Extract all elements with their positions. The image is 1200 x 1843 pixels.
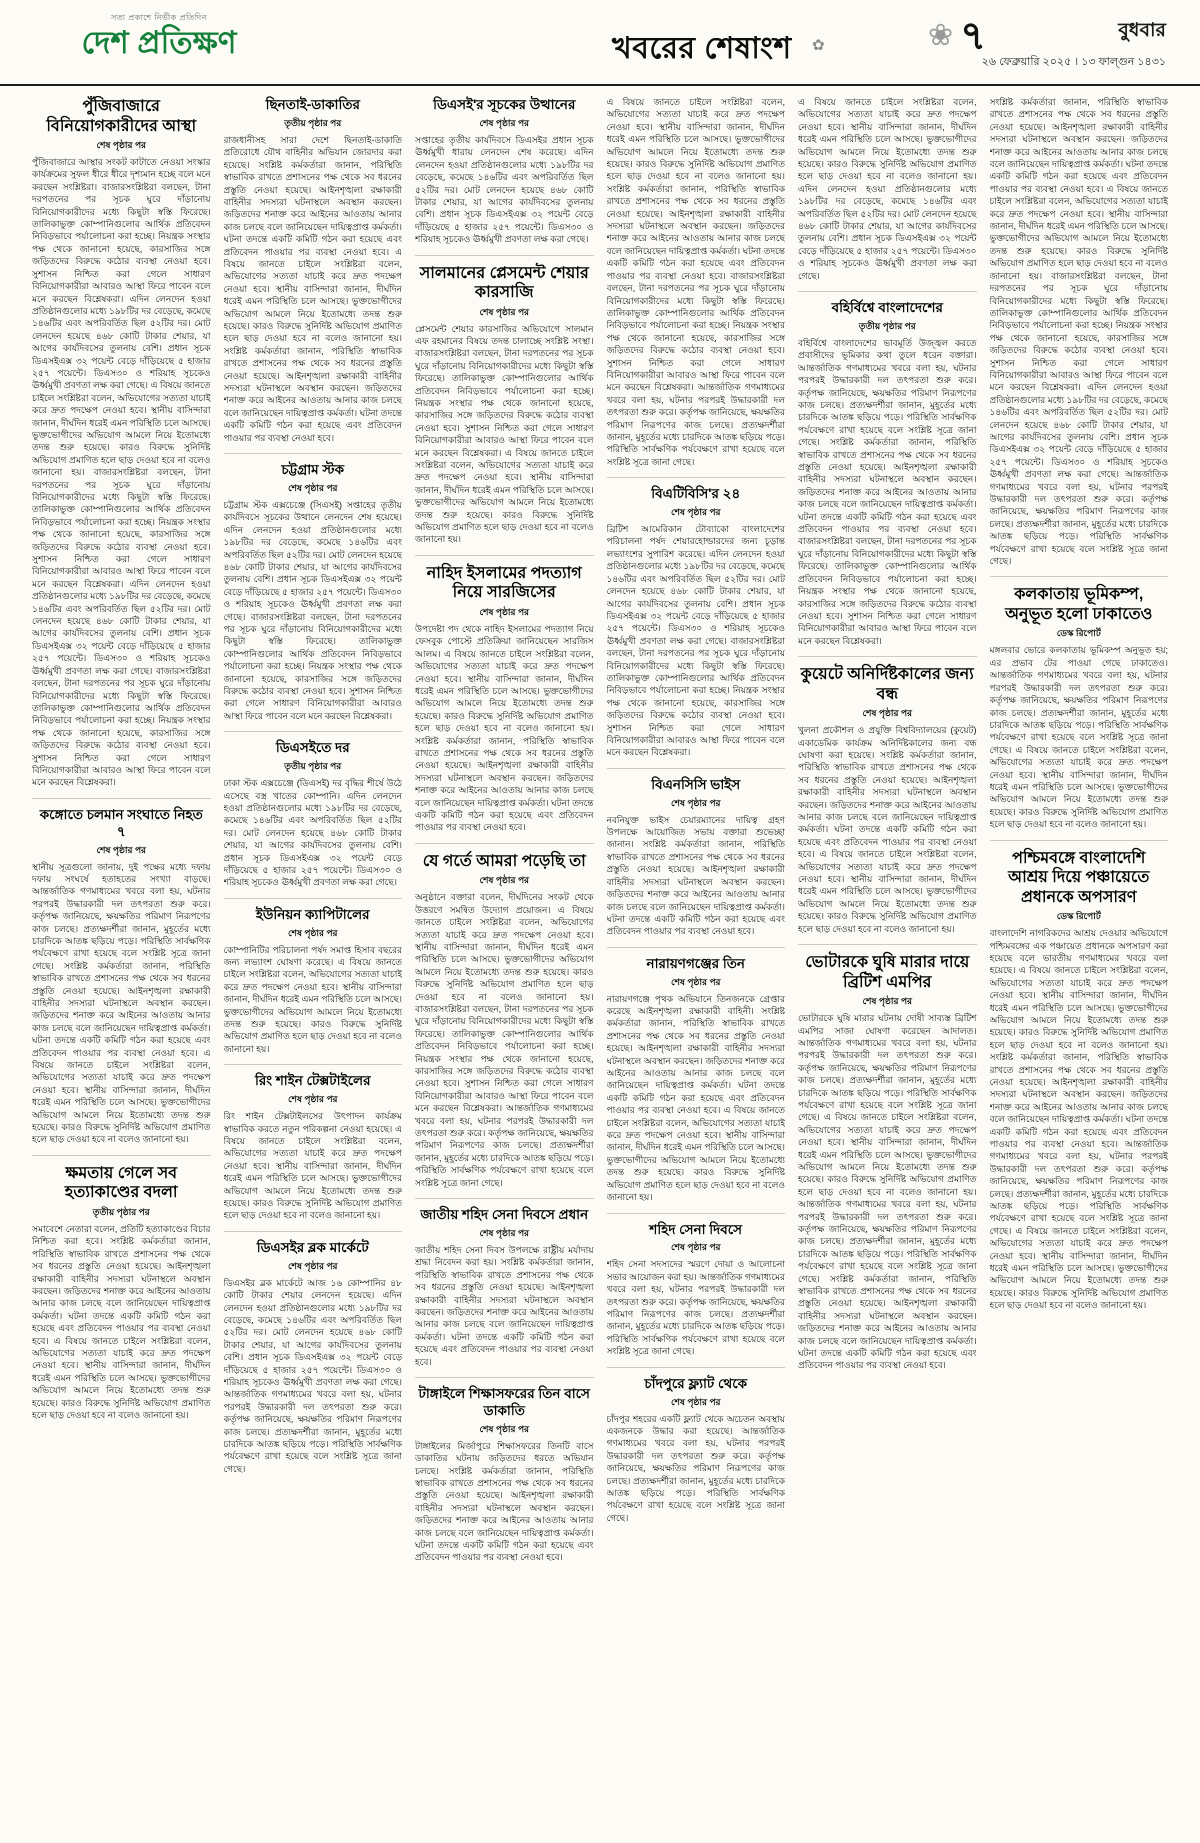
article-body: চট্টগ্রাম স্টক এক্সচেঞ্জে (সিএসই) সপ্তাহের তৃতীয় কার্যদিবসে সূচকের উত্থানে লেনদেন শেষ হয়েছে। এদিন লেনদেন হওয়া প্রতিষ্ঠানগুলোর মধ্যে ১৯৮টির দর বেড়েছে, কমেছে ১৪৬টির এবং অপরিবর্তিত ছিল ৫২টির দর। মোট লেনদেন হয়েছে ৪৬৮ কোটি টাকার শেয়ার, যা আগের কার্যদিবসের তুলনায় বেশি। প্রধান সূচক ডিএসইএক্স ৩২ পয়েন্ট বেড়ে দাঁড়িয়েছে ৫ হাজার ২৫৭ পয়েন্টে। ডিএস৩০ ও শরিয়াহ সূচকেও ঊর্ধ্বমুখী প্রবণতা লক্ষ করা গেছে। বাজারসংশ্লিষ্টরা বলছেন, টানা দরপতনের পর সূচক ঘুরে দাঁড়ানোয় বিনিয়োগকারীদের মধ্যে কিছুটা স্বস্তি ফিরেছে। তালিকাভুক্ত কোম্পানিগুলোর আর্থিক প্রতিবেদন নিবিড়ভাবে পর্যালোচনা করা হচ্ছে। নিয়ন্ত্রক সংস্থার পক্ষ থেকে জানানো হয়েছে, কারসাজির সঙ্গে জড়িতদের বিরুদ্ধে কঠোর ব্যবস্থা নেওয়া হবে। সুশাসন নিশ্চিত করা গেলে সাধারণ বিনিয়োগকারীরা আবারও আস্থা ফিরে পাবেন বলে মনে করছেন বিশ্লেষকরা। — [223, 499, 402, 721]
masthead-tagline: সত্য প্রকাশে নির্ভীক প্রতিদিন — [110, 13, 208, 22]
section-title: খবরের শেষাংশ — [612, 32, 792, 65]
article-kicker: শেষ পৃষ্ঠার পর — [287, 482, 338, 493]
article-kicker: শেষ পৃষ্ঠার পর — [479, 1423, 530, 1434]
article — [224, 1064, 403, 1222]
article-body: পুঁজিবাজারে আস্থার সংকট কাটাতে নেওয়া সংস্কার কার্যক্রমের সুফল ধীরে ধীরে দৃশ্যমান হচ্ছে বলে মনে করছেন সংশ্লিষ্টরা। বাজারসংশ্লিষ্টরা বলছেন, টানা দরপতনের পর সূচক ঘুরে দাঁড়ানোয় বিনিয়োগকারীদের মধ্যে কিছুটা স্বস্তি ফিরেছে। তালিকাভুক্ত কোম্পানিগুলোর আর্থিক প্রতিবেদন নিবিড়ভাবে পর্যালোচনা করা হচ্ছে। নিয়ন্ত্রক সংস্থার পক্ষ থেকে জানানো হয়েছে, কারসাজির সঙ্গে জড়িতদের বিরুদ্ধে কঠোর ব্যবস্থা নেওয়া হবে। সুশাসন নিশ্চিত করা গেলে সাধারণ বিনিয়োগকারীরা আবারও আস্থা ফিরে পাবেন বলে মনে করছেন বিশ্লেষকরা। এদিন লেনদেন হওয়া প্রতিষ্ঠানগুলোর মধ্যে ১৯৮টির দর বেড়েছে, কমেছে ১৪৬টির এবং অপরিবর্তিত ছিল ৫২টির দর। মোট লেনদেন হয়েছে ৪৬৮ কোটি টাকার শেয়ার, যা আগের কার্যদিবসের তুলনায় বেশি। প্রধান সূচক ডিএসইএক্স ৩২ পয়েন্ট বেড়ে দাঁড়িয়েছে ৫ হাজার ২৫৭ পয়েন্টে। ডিএস৩০ ও শরিয়াহ সূচকেও ঊর্ধ্বমুখী প্রবণতা লক্ষ করা গেছে। এ বিষয়ে জানতে চাইলে সংশ্লিষ্টরা বলেন, অভিযোগের সত্যতা যাচাই করে দ্রুত পদক্ষেপ নেওয়া হবে। স্থানীয় বাসিন্দারা জানান, দীর্ঘদিন ধরেই এমন পরিস্থিতি চলে আসছে। ভুক্তভোগীদের অভিযোগ আমলে নিয়ে ইতোমধ্যে তদন্ত শুরু হয়েছে। কারও বিরুদ্ধে সুনির্দিষ্ট অভিযোগ প্রমাণিত হলে ছাড় দেওয়া হবে না বলেও জানানো হয়। বাজারসংশ্লিষ্টরা বলছেন, টানা দরপতনের পর সূচক ঘুরে দাঁড়ানোয় বিনিয়োগকারীদের মধ্যে কিছুটা স্বস্তি ফিরেছে। তালিকাভুক্ত কোম্পানিগুলোর আর্থিক প্রতিবেদন নিবিড়ভাবে পর্যালোচনা করা হচ্ছে। নিয়ন্ত্রক সংস্থার পক্ষ থেকে জানানো হয়েছে, কারসাজির সঙ্গে জড়িতদের বিরুদ্ধে কঠোর ব্যবস্থা নেওয়া হবে। সুশাসন নিশ্চিত করা গেলে সাধারণ বিনিয়োগকারীরা আবারও আস্থা ফিরে পাবেন বলে মনে করছেন বিশ্লেষকরা। এদিন লেনদেন হওয়া প্রতিষ্ঠানগুলোর মধ্যে ১৯৮টির দর বেড়েছে, কমেছে ১৪৬টির এবং অপরিবর্তিত ছিল ৫২টির দর। মোট লেনদেন হয়েছে ৪৬৮ কোটি টাকার শেয়ার, যা আগের কার্যদিবসের তুলনায় বেশি। প্রধান সূচক ডিএসইএক্স ৩২ পয়েন্ট বেড়ে দাঁড়িয়েছে ৫ হাজার ২৫৭ পয়েন্টে। ডিএস৩০ ও শরিয়াহ সূচকেও ঊর্ধ্বমুখী প্রবণতা লক্ষ করা গেছে। বাজারসংশ্লিষ্টরা বলছেন, টানা দরপতনের পর সূচক ঘুরে দাঁড়ানোয় বিনিয়োগকারীদের মধ্যে কিছুটা স্বস্তি ফিরেছে। তালিকাভুক্ত কোম্পানিগুলোর আর্থিক প্রতিবেদন নিবিড়ভাবে পর্যালোচনা করা হচ্ছে। নিয়ন্ত্রক সংস্থার পক্ষ থেকে জানানো হয়েছে, কারসাজির সঙ্গে জড়িতদের বিরুদ্ধে কঠোর ব্যবস্থা নেওয়া হবে। সুশাসন নিশ্চিত করা গেলে সাধারণ বিনিয়োগকারীরা আবারও আস্থা ফিরে পাবেন বলে মনে করছেন বিশ্লেষকরা। — [32, 157, 211, 788]
article-kicker: শেষ পৃষ্ঠার পর — [287, 1260, 338, 1271]
article-body: ডিএসইর ব্লক মার্কেটে আজ ১৬ কোম্পানির ৪৮ কোটি টাকার শেয়ার লেনদেন হয়েছে। এদিন লেনদেন হওয়া প্রতিষ্ঠানগুলোর মধ্যে ১৯৮টির দর বেড়েছে, কমেছে ১৪৬টির এবং অপরিবর্তিত ছিল ৫২টির দর। মোট লেনদেন হয়েছে ৪৬৮ কোটি টাকার শেয়ার, যা আগের কার্যদিবসের তুলনায় বেশি। প্রধান সূচক ডিএসইএক্স ৩২ পয়েন্ট বেড়ে দাঁড়িয়েছে ৫ হাজার ২৫৭ পয়েন্টে। ডিএস৩০ ও শরিয়াহ সূচকেও ঊর্ধ্বমুখী প্রবণতা লক্ষ করা গেছে। আন্তর্জাতিক গণমাধ্যমের খবরে বলা হয়, ঘটনার পরপরই উদ্ধারকারী দল তৎপরতা শুরু করে। কর্তৃপক্ষ জানিয়েছে, ক্ষয়ক্ষতির পরিমাণ নিরূপণের কাজ চলছে। প্রত্যক্ষদর্শীরা জানান, মুহূর্তের মধ্যে চারদিকে আতঙ্ক ছড়িয়ে পড়ে। পরিস্থিতি সার্বক্ষণিক পর্যবেক্ষণে রাখা হয়েছে বলে সংশ্লিষ্ট সূত্রে জানা গেছে। — [223, 1277, 402, 1474]
article-body: প্লেসমেন্ট শেয়ার কারসাজির অভিযোগে সালমান এফ রহমানের বিষয়ে তদন্ত চালাচ্ছে সংশ্লিষ্ট সংস্থা। বাজারসংশ্লিষ্টরা বলছেন, টানা দরপতনের পর সূচক ঘুরে দাঁড়ানোয় বিনিয়োগকারীদের মধ্যে কিছুটা স্বস্তি ফিরেছে। তালিকাভুক্ত কোম্পানিগুলোর আর্থিক প্রতিবেদন নিবিড়ভাবে পর্যালোচনা করা হচ্ছে। নিয়ন্ত্রক সংস্থার পক্ষ থেকে জানানো হয়েছে, কারসাজির সঙ্গে জড়িতদের বিরুদ্ধে কঠোর ব্যবস্থা নেওয়া হবে। সুশাসন নিশ্চিত করা গেলে সাধারণ বিনিয়োগকারীরা আবারও আস্থা ফিরে পাবেন বলে মনে করছেন বিশ্লেষকরা। এ বিষয়ে জানতে চাইলে সংশ্লিষ্টরা বলেন, অভিযোগের সত্যতা যাচাই করে দ্রুত পদক্ষেপ নেওয়া হবে। স্থানীয় বাসিন্দারা জানান, দীর্ঘদিন ধরেই এমন পরিস্থিতি চলে আসছে। ভুক্তভোগীদের অভিযোগ আমলে নিয়ে ইতোমধ্যে তদন্ত শুরু হয়েছে। কারও বিরুদ্ধে সুনির্দিষ্ট অভিযোগ প্রমাণিত হলে ছাড় দেওয়া হবে না বলেও জানানো হয়। — [415, 323, 594, 545]
article — [798, 656, 977, 935]
page-number-block — [928, 16, 986, 56]
article-headline: যে গর্তে আমরা পড়েছি তা — [422, 852, 586, 870]
article — [224, 453, 403, 722]
article — [607, 477, 786, 759]
article-headline: ডিএসই'র সূচকের উত্থানের — [433, 97, 576, 112]
article-kicker: শেষ পৃষ্ঠার পর — [287, 1094, 338, 1105]
article-headline: চাঁদপুরে ফ্ল্যাট থেকে — [644, 1375, 748, 1391]
article-kicker: শেষ পৃষ্ঠার পর — [479, 117, 530, 128]
article-body: টাঙ্গাইলের মির্জাপুরে শিক্ষাসফরের তিনটি বাসে ডাকাতির ঘটনায় জড়িতদের ধরতে অভিযান চলছে। সংশ্লিষ্ট কর্মকর্তারা জানান, পরিস্থিতি স্বাভাবিক রাখতে প্রশাসনের পক্ষ থেকে সব ধরনের প্রস্তুতি নেওয়া হয়েছে। আইনশৃঙ্খলা রক্ষাকারী বাহিনীর সদস্যরা ঘটনাস্থলে অবস্থান করছেন। জড়িতদের শনাক্ত করে আইনের আওতায় আনার কাজ চলছে বলে জানিয়েছেন দায়িত্বপ্রাপ্ত কর্মকর্তা। ঘটনা তদন্তে একটি কমিটি গঠন করা হয়েছে এবং প্রতিবেদন পাওয়ার পর ব্যবস্থা নেওয়া হবে। — [415, 1440, 594, 1563]
article — [224, 1231, 403, 1475]
article — [32, 1155, 211, 1422]
article-kicker: শেষ পৃষ্ঠার পর — [670, 976, 721, 987]
article — [224, 731, 403, 889]
weekday: বুধবার — [1118, 20, 1166, 41]
article-body: সমাবেশে নেতারা বলেন, প্রতিটি হত্যাকাণ্ডের বিচার নিশ্চিত করা হবে। সংশ্লিষ্ট কর্মকর্তারা জানান, পরিস্থিতি স্বাভাবিক রাখতে প্রশাসনের পক্ষ থেকে সব ধরনের প্রস্তুতি নেওয়া হয়েছে। আইনশৃঙ্খলা রক্ষাকারী বাহিনীর সদস্যরা ঘটনাস্থলে অবস্থান করছেন। জড়িতদের শনাক্ত করে আইনের আওতায় আনার কাজ চলছে বলে জানিয়েছেন দায়িত্বপ্রাপ্ত কর্মকর্তা। ঘটনা তদন্তে একটি কমিটি গঠন করা হয়েছে এবং প্রতিবেদন পাওয়ার পর ব্যবস্থা নেওয়া হবে। এ বিষয়ে জানতে চাইলে সংশ্লিষ্টরা বলেন, অভিযোগের সত্যতা যাচাই করে দ্রুত পদক্ষেপ নেওয়া হবে। স্থানীয় বাসিন্দারা জানান, দীর্ঘদিন ধরেই এমন পরিস্থিতি চলে আসছে। ভুক্তভোগীদের অভিযোগ আমলে নিয়ে ইতোমধ্যে তদন্ত শুরু হয়েছে। কারও বিরুদ্ধে সুনির্দিষ্ট অভিযোগ প্রমাণিত হলে ছাড় দেওয়া হবে না বলেও জানানো হয়। — [32, 1223, 211, 1420]
article-kicker: শেষ পৃষ্ঠার পর — [287, 927, 338, 938]
article-body: কোম্পানিটির পরিচালনা পর্ষদ সমাপ্ত হিসাব বছরের জন্য লভ্যাংশ ঘোষণা করেছে। এ বিষয়ে জানতে চাইলে সংশ্লিষ্টরা বলেন, অভিযোগের সত্যতা যাচাই করে দ্রুত পদক্ষেপ নেওয়া হবে। স্থানীয় বাসিন্দারা জানান, দীর্ঘদিন ধরেই এমন পরিস্থিতি চলে আসছে। ভুক্তভোগীদের অভিযোগ আমলে নিয়ে ইতোমধ্যে তদন্ত শুরু হয়েছে। কারও বিরুদ্ধে সুনির্দিষ্ট অভিযোগ প্রমাণিত হলে ছাড় দেওয়া হবে না বলেও জানানো হয়। — [223, 944, 402, 1054]
article-headline: ভোটারকে ঘুষি মারার দায়ে ব্রিটিশ এমপির — [805, 954, 970, 991]
column-2 — [224, 96, 403, 1843]
article-headline: সালমানের প্লেসমেন্ট শেয়ার কারসাজি — [419, 264, 589, 302]
article-headline: ডিএসইতে দর — [275, 740, 350, 756]
article-body: বহির্বিশ্বে বাংলাদেশের ভাবমূর্তি উজ্জ্বল করতে প্রবাসীদের ভূমিকার কথা তুলে ধরেন বক্তারা। আন্তর্জাতিক গণমাধ্যমের খবরে বলা হয়, ঘটনার পরপরই উদ্ধারকারী দল তৎপরতা শুরু করে। কর্তৃপক্ষ জানিয়েছে, ক্ষয়ক্ষতির পরিমাণ নিরূপণের কাজ চলছে। প্রত্যক্ষদর্শীরা জানান, মুহূর্তের মধ্যে চারদিকে আতঙ্ক ছড়িয়ে পড়ে। পরিস্থিতি সার্বক্ষণিক পর্যবেক্ষণে রাখা হয়েছে বলে সংশ্লিষ্ট সূত্রে জানা গেছে। সংশ্লিষ্ট কর্মকর্তারা জানান, পরিস্থিতি স্বাভাবিক রাখতে প্রশাসনের পক্ষ থেকে সব ধরনের প্রস্তুতি নেওয়া হয়েছে। আইনশৃঙ্খলা রক্ষাকারী বাহিনীর সদস্যরা ঘটনাস্থলে অবস্থান করছেন। জড়িতদের শনাক্ত করে আইনের আওতায় আনার কাজ চলছে বলে জানিয়েছেন দায়িত্বপ্রাপ্ত কর্মকর্তা। ঘটনা তদন্তে একটি কমিটি গঠন করা হয়েছে এবং প্রতিবেদন পাওয়ার পর ব্যবস্থা নেওয়া হবে। বাজারসংশ্লিষ্টরা বলছেন, টানা দরপতনের পর সূচক ঘুরে দাঁড়ানোয় বিনিয়োগকারীদের মধ্যে কিছুটা স্বস্তি ফিরেছে। তালিকাভুক্ত কোম্পানিগুলোর আর্থিক প্রতিবেদন নিবিড়ভাবে পর্যালোচনা করা হচ্ছে। নিয়ন্ত্রক সংস্থার পক্ষ থেকে জানানো হয়েছে, কারসাজির সঙ্গে জড়িতদের বিরুদ্ধে কঠোর ব্যবস্থা নেওয়া হবে। সুশাসন নিশ্চিত করা গেলে সাধারণ বিনিয়োগকারীরা আবারও আস্থা ফিরে পাবেন বলে মনে করছেন বিশ্লেষকরা। — [798, 337, 977, 646]
article-kicker: তৃতীয় পৃষ্ঠার পর — [92, 1206, 150, 1217]
column-3 — [415, 96, 594, 1843]
article — [224, 898, 403, 1056]
page-header — [0, 0, 1200, 86]
column-5 — [798, 96, 977, 1843]
article-body: এ বিষয়ে জানতে চাইলে সংশ্লিষ্টরা বলেন, অভিযোগের সত্যতা যাচাই করে দ্রুত পদক্ষেপ নেওয়া হবে। স্থানীয় বাসিন্দারা জানান, দীর্ঘদিন ধরেই এমন পরিস্থিতি চলে আসছে। ভুক্তভোগীদের অভিযোগ আমলে নিয়ে ইতোমধ্যে তদন্ত শুরু হয়েছে। কারও বিরুদ্ধে সুনির্দিষ্ট অভিযোগ প্রমাণিত হলে ছাড় দেওয়া হবে না বলেও জানানো হয়। এদিন লেনদেন হওয়া প্রতিষ্ঠানগুলোর মধ্যে ১৯৮টির দর বেড়েছে, কমেছে ১৪৬টির এবং অপরিবর্তিত ছিল ৫২টির দর। মোট লেনদেন হয়েছে ৪৬৮ কোটি টাকার শেয়ার, যা আগের কার্যদিবসের তুলনায় বেশি। প্রধান সূচক ডিএসইএক্স ৩২ পয়েন্ট বেড়ে দাঁড়িয়েছে ৫ হাজার ২৫৭ পয়েন্টে। ডিএস৩০ ও শরিয়াহ সূচকেও ঊর্ধ্বমুখী প্রবণতা লক্ষ করা গেছে। — [798, 97, 977, 281]
article — [415, 555, 594, 834]
article — [607, 1367, 786, 1525]
article-continuation — [607, 96, 786, 468]
article-kicker: শেষ পৃষ্ঠার পর — [479, 875, 530, 886]
columns — [0, 86, 1200, 1843]
article-headline: বিএটিবিসি'র ২৪ — [651, 486, 741, 502]
article-headline: কঙ্গোতে চলমান সংঘাতে নিহত ৭ — [39, 806, 203, 839]
article-headline: পশ্চিমবঙ্গে বাংলাদেশি আশ্রয় দিয়ে পঞ্চায়েতে প্রধানকে অপসারণ — [1008, 849, 1150, 906]
masthead — [34, 12, 284, 60]
article-kicker: শেষ পৃষ্ঠার পর — [479, 1227, 530, 1238]
column-4 — [607, 96, 786, 1843]
date-line: ২৬ ফেব্রুয়ারি ২০২৫ । ১৩ ফাল্গুন ১৪৩১ — [981, 56, 1166, 68]
page-number: ৭ — [960, 14, 987, 58]
article — [32, 97, 211, 789]
article-kicker: শেষ পৃষ্ঠার পর — [670, 507, 721, 518]
article-body: বাংলাদেশি নাগরিকদের আশ্রয় দেওয়ার অভিযোগে পশ্চিমবঙ্গের এক পঞ্চায়েত প্রধানকে অপসারণ করা হয়েছে বলে ভারতীয় গণমাধ্যমের খবরে বলা হয়েছে। এ বিষয়ে জানতে চাইলে সংশ্লিষ্টরা বলেন, অভিযোগের সত্যতা যাচাই করে দ্রুত পদক্ষেপ নেওয়া হবে। স্থানীয় বাসিন্দারা জানান, দীর্ঘদিন ধরেই এমন পরিস্থিতি চলে আসছে। ভুক্তভোগীদের অভিযোগ আমলে নিয়ে ইতোমধ্যে তদন্ত শুরু হয়েছে। কারও বিরুদ্ধে সুনির্দিষ্ট অভিযোগ প্রমাণিত হলে ছাড় দেওয়া হবে না বলেও জানানো হয়। সংশ্লিষ্ট কর্মকর্তারা জানান, পরিস্থিতি স্বাভাবিক রাখতে প্রশাসনের পক্ষ থেকে সব ধরনের প্রস্তুতি নেওয়া হয়েছে। আইনশৃঙ্খলা রক্ষাকারী বাহিনীর সদস্যরা ঘটনাস্থলে অবস্থান করছেন। জড়িতদের শনাক্ত করে আইনের আওতায় আনার কাজ চলছে বলে জানিয়েছেন দায়িত্বপ্রাপ্ত কর্মকর্তা। ঘটনা তদন্তে একটি কমিটি গঠন করা হয়েছে এবং প্রতিবেদন পাওয়ার পর ব্যবস্থা নেওয়া হবে। আন্তর্জাতিক গণমাধ্যমের খবরে বলা হয়, ঘটনার পরপরই উদ্ধারকারী দল তৎপরতা শুরু করে। কর্তৃপক্ষ জানিয়েছে, ক্ষয়ক্ষতির পরিমাণ নিরূপণের কাজ চলছে। প্রত্যক্ষদর্শীরা জানান, মুহূর্তের মধ্যে চারদিকে আতঙ্ক ছড়িয়ে পড়ে। পরিস্থিতি সার্বক্ষণিক পর্যবেক্ষণে রাখা হয়েছে বলে সংশ্লিষ্ট সূত্রে জানা গেছে। এ বিষয়ে জানতে চাইলে সংশ্লিষ্টরা বলেন, অভিযোগের সত্যতা যাচাই করে দ্রুত পদক্ষেপ নেওয়া হবে। স্থানীয় বাসিন্দারা জানান, দীর্ঘদিন ধরেই এমন পরিস্থিতি চলে আসছে। ভুক্তভোগীদের অভিযোগ আমলে নিয়ে ইতোমধ্যে তদন্ত শুরু হয়েছে। কারও বিরুদ্ধে সুনির্দিষ্ট অভিযোগ প্রমাণিত হলে ছাড় দেওয়া হবে না বলেও জানানো হয়। — [989, 928, 1168, 1311]
article-headline: চট্টগ্রাম স্টক — [281, 462, 345, 478]
article-headline: কুয়েটে অনির্দিষ্টকালের জন্য বন্ধ — [800, 666, 974, 703]
article-body: নারায়ণগঞ্জে পৃথক অভিযানে তিনজনকে গ্রেপ্তার করেছে আইনশৃঙ্খলা রক্ষাকারী বাহিনী। সংশ্লিষ্ট কর্মকর্তারা জানান, পরিস্থিতি স্বাভাবিক রাখতে প্রশাসনের পক্ষ থেকে সব ধরনের প্রস্তুতি নেওয়া হয়েছে। আইনশৃঙ্খলা রক্ষাকারী বাহিনীর সদস্যরা ঘটনাস্থলে অবস্থান করছেন। জড়িতদের শনাক্ত করে আইনের আওতায় আনার কাজ চলছে বলে জানিয়েছেন দায়িত্বপ্রাপ্ত কর্মকর্তা। ঘটনা তদন্তে একটি কমিটি গঠন করা হয়েছে এবং প্রতিবেদন পাওয়ার পর ব্যবস্থা নেওয়া হবে। এ বিষয়ে জানতে চাইলে সংশ্লিষ্টরা বলেন, অভিযোগের সত্যতা যাচাই করে দ্রুত পদক্ষেপ নেওয়া হবে। স্থানীয় বাসিন্দারা জানান, দীর্ঘদিন ধরেই এমন পরিস্থিতি চলে আসছে। ভুক্তভোগীদের অভিযোগ আমলে নিয়ে ইতোমধ্যে তদন্ত শুরু হয়েছে। কারও বিরুদ্ধে সুনির্দিষ্ট অভিযোগ প্রমাণিত হলে ছাড় দেওয়া হবে না বলেও জানানো হয়। — [606, 993, 785, 1203]
article-body: ঢাকা স্টক এক্সচেঞ্জে (ডিএসই) দর বৃদ্ধির শীর্ষে উঠে এসেছে বস্ত্র খাতের কোম্পানি। এদিন লেনদেন হওয়া প্রতিষ্ঠানগুলোর মধ্যে ১৯৮টির দর বেড়েছে, কমেছে ১৪৬টির এবং অপরিবর্তিত ছিল ৫২টির দর। মোট লেনদেন হয়েছে ৪৬৮ কোটি টাকার শেয়ার, যা আগের কার্যদিবসের তুলনায় বেশি। প্রধান সূচক ডিএসইএক্স ৩২ পয়েন্ট বেড়ে দাঁড়িয়েছে ৫ হাজার ২৫৭ পয়েন্টে। ডিএস৩০ ও শরিয়াহ সূচকেও ঊর্ধ্বমুখী প্রবণতা লক্ষ করা গেছে। — [223, 778, 402, 888]
article-kicker: শেষ পৃষ্ঠার পর — [479, 306, 530, 317]
article-body: চাঁদপুর শহরের একটি ফ্ল্যাট থেকে অচেতন অবস্থায় একজনকে উদ্ধার করা হয়েছে। আন্তর্জাতিক গণমাধ্যমের খবরে বলা হয়, ঘটনার পরপরই উদ্ধারকারী দল তৎপরতা শুরু করে। কর্তৃপক্ষ জানিয়েছে, ক্ষয়ক্ষতির পরিমাণ নিরূপণের কাজ চলছে। প্রত্যক্ষদর্শীরা জানান, মুহূর্তের মধ্যে চারদিকে আতঙ্ক ছড়িয়ে পড়ে। পরিস্থিতি সার্বক্ষণিক পর্যবেক্ষণে রাখা হয়েছে বলে সংশ্লিষ্ট সূত্রে জানা গেছে। — [606, 1413, 785, 1523]
article — [607, 947, 786, 1204]
article-kicker: তৃতীয় পৃষ্ঠার পর — [284, 761, 342, 772]
article — [32, 798, 211, 1146]
masthead-title: দেশ প্রতিক্ষণ — [81, 25, 237, 60]
article-continuation — [798, 96, 977, 282]
article-body: শহিদ সেনা সদস্যদের স্মরণে দোয়া ও আলোচনা সভার আয়োজন করা হয়। আন্তর্জাতিক গণমাধ্যমের খবরে বলা হয়, ঘটনার পরপরই উদ্ধারকারী দল তৎপরতা শুরু করে। কর্তৃপক্ষ জানিয়েছে, ক্ষয়ক্ষতির পরিমাণ নিরূপণের কাজ চলছে। প্রত্যক্ষদর্শীরা জানান, মুহূর্তের মধ্যে চারদিকে আতঙ্ক ছড়িয়ে পড়ে। পরিস্থিতি সার্বক্ষণিক পর্যবেক্ষণে রাখা হয়েছে বলে সংশ্লিষ্ট সূত্রে জানা গেছে। — [606, 1259, 785, 1357]
article — [607, 768, 786, 938]
article-body: রিং শাইন টেক্সটাইলসের উৎপাদন কার্যক্রম স্বাভাবিক করতে নতুন পরিকল্পনা নেওয়া হয়েছে। এ বিষয়ে জানতে চাইলে সংশ্লিষ্টরা বলেন, অভিযোগের সত্যতা যাচাই করে দ্রুত পদক্ষেপ নেওয়া হবে। স্থানীয় বাসিন্দারা জানান, দীর্ঘদিন ধরেই এমন পরিস্থিতি চলে আসছে। ভুক্তভোগীদের অভিযোগ আমলে নিয়ে ইতোমধ্যে তদন্ত শুরু হয়েছে। কারও বিরুদ্ধে সুনির্দিষ্ট অভিযোগ প্রমাণিত হলে ছাড় দেওয়া হবে না বলেও জানানো হয়। — [223, 1111, 402, 1221]
article-headline: ডিএসইর ব্লক মার্কেটে — [256, 1239, 369, 1255]
article — [415, 1377, 594, 1564]
article-body: নবনিযুক্ত ভাইস চেয়ারম্যানের দায়িত্ব গ্রহণ উপলক্ষে আয়োজিত সভায় বক্তারা শুভেচ্ছা জানান। সংশ্লিষ্ট কর্মকর্তারা জানান, পরিস্থিতি স্বাভাবিক রাখতে প্রশাসনের পক্ষ থেকে সব ধরনের প্রস্তুতি নেওয়া হয়েছে। আইনশৃঙ্খলা রক্ষাকারী বাহিনীর সদস্যরা ঘটনাস্থলে অবস্থান করছেন। জড়িতদের শনাক্ত করে আইনের আওতায় আনার কাজ চলছে বলে জানিয়েছেন দায়িত্বপ্রাপ্ত কর্মকর্তা। ঘটনা তদন্তে একটি কমিটি গঠন করা হয়েছে এবং প্রতিবেদন পাওয়ার পর ব্যবস্থা নেওয়া হবে। — [606, 814, 785, 937]
article — [415, 255, 594, 546]
article — [415, 1198, 594, 1368]
article-headline: টাঙ্গাইলে শিক্ষাসফরের তিন বাসে ডাকাতি — [418, 1386, 590, 1418]
article-headline: নাহিদ ইসলামের পদত্যাগ নিয়ে সারজিসের — [426, 564, 582, 602]
article-kicker: শেষ পৃষ্ঠার পর — [862, 996, 913, 1007]
article-kicker: শেষ পৃষ্ঠার পর — [670, 1396, 721, 1407]
article-body: উপদেষ্টা পদ থেকে নাহিদ ইসলামের পদত্যাগ নিয়ে ফেসবুক পোস্টে প্রতিক্রিয়া জানিয়েছেন সারজিস আলম। এ বিষয়ে জানতে চাইলে সংশ্লিষ্টরা বলেন, অভিযোগের সত্যতা যাচাই করে দ্রুত পদক্ষেপ নেওয়া হবে। স্থানীয় বাসিন্দারা জানান, দীর্ঘদিন ধরেই এমন পরিস্থিতি চলে আসছে। ভুক্তভোগীদের অভিযোগ আমলে নিয়ে ইতোমধ্যে তদন্ত শুরু হয়েছে। কারও বিরুদ্ধে সুনির্দিষ্ট অভিযোগ প্রমাণিত হলে ছাড় দেওয়া হবে না বলেও জানানো হয়। সংশ্লিষ্ট কর্মকর্তারা জানান, পরিস্থিতি স্বাভাবিক রাখতে প্রশাসনের পক্ষ থেকে সব ধরনের প্রস্তুতি নেওয়া হয়েছে। আইনশৃঙ্খলা রক্ষাকারী বাহিনীর সদস্যরা ঘটনাস্থলে অবস্থান করছেন। জড়িতদের শনাক্ত করে আইনের আওতায় আনার কাজ চলছে বলে জানিয়েছেন দায়িত্বপ্রাপ্ত কর্মকর্তা। ঘটনা তদন্তে একটি কমিটি গঠন করা হয়েছে এবং প্রতিবেদন পাওয়ার পর ব্যবস্থা নেওয়া হবে। — [415, 623, 594, 833]
article — [607, 1213, 786, 1358]
article-body: ব্রিটিশ আমেরিকান টোব্যাকো বাংলাদেশের পরিচালনা পর্ষদ শেয়ারহোল্ডারদের জন্য চূড়ান্ত লভ্যাংশের সুপারিশ করেছে। এদিন লেনদেন হওয়া প্রতিষ্ঠানগুলোর মধ্যে ১৯৮টির দর বেড়েছে, কমেছে ১৪৬টির এবং অপরিবর্তিত ছিল ৫২টির দর। মোট লেনদেন হয়েছে ৪৬৮ কোটি টাকার শেয়ার, যা আগের কার্যদিবসের তুলনায় বেশি। প্রধান সূচক ডিএসইএক্স ৩২ পয়েন্ট বেড়ে দাঁড়িয়েছে ৫ হাজার ২৫৭ পয়েন্টে। ডিএস৩০ ও শরিয়াহ সূচকেও ঊর্ধ্বমুখী প্রবণতা লক্ষ করা গেছে। বাজারসংশ্লিষ্টরা বলছেন, টানা দরপতনের পর সূচক ঘুরে দাঁড়ানোয় বিনিয়োগকারীদের মধ্যে কিছুটা স্বস্তি ফিরেছে। তালিকাভুক্ত কোম্পানিগুলোর আর্থিক প্রতিবেদন নিবিড়ভাবে পর্যালোচনা করা হচ্ছে। নিয়ন্ত্রক সংস্থার পক্ষ থেকে জানানো হয়েছে, কারসাজির সঙ্গে জড়িতদের বিরুদ্ধে কঠোর ব্যবস্থা নেওয়া হবে। সুশাসন নিশ্চিত করা গেলে সাধারণ বিনিয়োগকারীরা আবারও আস্থা ফিরে পাবেন বলে মনে করছেন বিশ্লেষকরা। — [606, 524, 785, 758]
article-kicker: ডেস্ক রিপোর্ট — [1056, 911, 1101, 922]
date-block — [982, 16, 1166, 72]
article-kicker: শেষ পৃষ্ঠার পর — [670, 1242, 721, 1253]
article-body: মঙ্গলবার ভোরে কলকাতায় ভূমিকম্প অনুভূত হয়; এর প্রভাব টের পাওয়া গেছে ঢাকাতেও। আন্তর্জাতিক গণমাধ্যমের খবরে বলা হয়, ঘটনার পরপরই উদ্ধারকারী দল তৎপরতা শুরু করে। কর্তৃপক্ষ জানিয়েছে, ক্ষয়ক্ষতির পরিমাণ নিরূপণের কাজ চলছে। প্রত্যক্ষদর্শীরা জানান, মুহূর্তের মধ্যে চারদিকে আতঙ্ক ছড়িয়ে পড়ে। পরিস্থিতি সার্বক্ষণিক পর্যবেক্ষণে রাখা হয়েছে বলে সংশ্লিষ্ট সূত্রে জানা গেছে। এ বিষয়ে জানতে চাইলে সংশ্লিষ্টরা বলেন, অভিযোগের সত্যতা যাচাই করে দ্রুত পদক্ষেপ নেওয়া হবে। স্থানীয় বাসিন্দারা জানান, দীর্ঘদিন ধরেই এমন পরিস্থিতি চলে আসছে। ভুক্তভোগীদের অভিযোগ আমলে নিয়ে ইতোমধ্যে তদন্ত শুরু হয়েছে। কারও বিরুদ্ধে সুনির্দিষ্ট অভিযোগ প্রমাণিত হলে ছাড় দেওয়া হবে না বলেও জানানো হয়। — [989, 645, 1168, 830]
article-headline: নারায়ণগঞ্জের তিন — [646, 955, 745, 971]
article-headline: রিং শাইন টেক্সটাইলের — [254, 1073, 371, 1089]
article — [415, 843, 594, 1189]
article-body: স্থানীয় সূত্রগুলো জানায়, দুই পক্ষের মধ্যে দফায় দফায় সংঘর্ষে হতাহতের সংখ্যা বাড়ছে। আন্তর্জাতিক গণমাধ্যমের খবরে বলা হয়, ঘটনার পরপরই উদ্ধারকারী দল তৎপরতা শুরু করে। কর্তৃপক্ষ জানিয়েছে, ক্ষয়ক্ষতির পরিমাণ নিরূপণের কাজ চলছে। প্রত্যক্ষদর্শীরা জানান, মুহূর্তের মধ্যে চারদিকে আতঙ্ক ছড়িয়ে পড়ে। পরিস্থিতি সার্বক্ষণিক পর্যবেক্ষণে রাখা হয়েছে বলে সংশ্লিষ্ট সূত্রে জানা গেছে। সংশ্লিষ্ট কর্মকর্তারা জানান, পরিস্থিতি স্বাভাবিক রাখতে প্রশাসনের পক্ষ থেকে সব ধরনের প্রস্তুতি নেওয়া হয়েছে। আইনশৃঙ্খলা রক্ষাকারী বাহিনীর সদস্যরা ঘটনাস্থলে অবস্থান করছেন। জড়িতদের শনাক্ত করে আইনের আওতায় আনার কাজ চলছে বলে জানিয়েছেন দায়িত্বপ্রাপ্ত কর্মকর্তা। ঘটনা তদন্তে একটি কমিটি গঠন করা হয়েছে এবং প্রতিবেদন পাওয়ার পর ব্যবস্থা নেওয়া হবে। এ বিষয়ে জানতে চাইলে সংশ্লিষ্টরা বলেন, অভিযোগের সত্যতা যাচাই করে দ্রুত পদক্ষেপ নেওয়া হবে। স্থানীয় বাসিন্দারা জানান, দীর্ঘদিন ধরেই এমন পরিস্থিতি চলে আসছে। ভুক্তভোগীদের অভিযোগ আমলে নিয়ে ইতোমধ্যে তদন্ত শুরু হয়েছে। কারও বিরুদ্ধে সুনির্দিষ্ট অভিযোগ প্রমাণিত হলে ছাড় দেওয়া হবে না বলেও জানানো হয়। — [32, 861, 211, 1145]
article-body: খুলনা প্রকৌশল ও প্রযুক্তি বিশ্ববিদ্যালয়ের (কুয়েট) একাডেমিক কার্যক্রম অনির্দিষ্টকালের জন্য বন্ধ ঘোষণা করা হয়েছে। সংশ্লিষ্ট কর্মকর্তারা জানান, পরিস্থিতি স্বাভাবিক রাখতে প্রশাসনের পক্ষ থেকে সব ধরনের প্রস্তুতি নেওয়া হয়েছে। আইনশৃঙ্খলা রক্ষাকারী বাহিনীর সদস্যরা ঘটনাস্থলে অবস্থান করছেন। জড়িতদের শনাক্ত করে আইনের আওতায় আনার কাজ চলছে বলে জানিয়েছেন দায়িত্বপ্রাপ্ত কর্মকর্তা। ঘটনা তদন্তে একটি কমিটি গঠন করা হয়েছে এবং প্রতিবেদন পাওয়ার পর ব্যবস্থা নেওয়া হবে। এ বিষয়ে জানতে চাইলে সংশ্লিষ্টরা বলেন, অভিযোগের সত্যতা যাচাই করে দ্রুত পদক্ষেপ নেওয়া হবে। স্থানীয় বাসিন্দারা জানান, দীর্ঘদিন ধরেই এমন পরিস্থিতি চলে আসছে। ভুক্তভোগীদের অভিযোগ আমলে নিয়ে ইতোমধ্যে তদন্ত শুরু হয়েছে। কারও বিরুদ্ধে সুনির্দিষ্ট অভিযোগ প্রমাণিত হলে ছাড় দেওয়া হবে না বলেও জানানো হয়। — [798, 725, 977, 934]
flower-ornament-small-icon: ✿ — [812, 37, 825, 54]
flower-ornament-icon: ❀ — [928, 19, 954, 52]
article-kicker: শেষ পৃষ্ঠার পর — [670, 797, 721, 808]
column-6 — [990, 96, 1169, 1843]
article-headline: পুঁজিবাজারে বিনিয়োগকারীদের আস্থা — [46, 98, 197, 135]
article-kicker: তৃতীয় পৃষ্ঠার পর — [284, 117, 342, 128]
article-headline: কলকাতায় ভূমিকম্প, অনুভূত হলো ঢাকাতেও — [1005, 586, 1153, 623]
article-headline: বহির্বিশ্বে বাংলাদেশের — [831, 300, 943, 316]
article-kicker: তৃতীয় পৃষ্ঠার পর — [858, 320, 916, 331]
column-1 — [32, 96, 211, 1843]
article-body: সংশ্লিষ্ট কর্মকর্তারা জানান, পরিস্থিতি স্বাভাবিক রাখতে প্রশাসনের পক্ষ থেকে সব ধরনের প্রস্তুতি নেওয়া হয়েছে। আইনশৃঙ্খলা রক্ষাকারী বাহিনীর সদস্যরা ঘটনাস্থলে অবস্থান করছেন। জড়িতদের শনাক্ত করে আইনের আওতায় আনার কাজ চলছে বলে জানিয়েছেন দায়িত্বপ্রাপ্ত কর্মকর্তা। ঘটনা তদন্তে একটি কমিটি গঠন করা হয়েছে এবং প্রতিবেদন পাওয়ার পর ব্যবস্থা নেওয়া হবে। এ বিষয়ে জানতে চাইলে সংশ্লিষ্টরা বলেন, অভিযোগের সত্যতা যাচাই করে দ্রুত পদক্ষেপ নেওয়া হবে। স্থানীয় বাসিন্দারা জানান, দীর্ঘদিন ধরেই এমন পরিস্থিতি চলে আসছে। ভুক্তভোগীদের অভিযোগ আমলে নিয়ে ইতোমধ্যে তদন্ত শুরু হয়েছে। কারও বিরুদ্ধে সুনির্দিষ্ট অভিযোগ প্রমাণিত হলে ছাড় দেওয়া হবে না বলেও জানানো হয়। বাজারসংশ্লিষ্টরা বলছেন, টানা দরপতনের পর সূচক ঘুরে দাঁড়ানোয় বিনিয়োগকারীদের মধ্যে কিছুটা স্বস্তি ফিরেছে। তালিকাভুক্ত কোম্পানিগুলোর আর্থিক প্রতিবেদন নিবিড়ভাবে পর্যালোচনা করা হচ্ছে। নিয়ন্ত্রক সংস্থার পক্ষ থেকে জানানো হয়েছে, কারসাজির সঙ্গে জড়িতদের বিরুদ্ধে কঠোর ব্যবস্থা নেওয়া হবে। সুশাসন নিশ্চিত করা গেলে সাধারণ বিনিয়োগকারীরা আবারও আস্থা ফিরে পাবেন বলে মনে করছেন বিশ্লেষকরা। এদিন লেনদেন হওয়া প্রতিষ্ঠানগুলোর মধ্যে ১৯৮টির দর বেড়েছে, কমেছে ১৪৬টির এবং অপরিবর্তিত ছিল ৫২টির দর। মোট লেনদেন হয়েছে ৪৬৮ কোটি টাকার শেয়ার, যা আগের কার্যদিবসের তুলনায় বেশি। প্রধান সূচক ডিএসইএক্স ৩২ পয়েন্ট বেড়ে দাঁড়িয়েছে ৫ হাজার ২৫৭ পয়েন্টে। ডিএস৩০ ও শরিয়াহ সূচকেও ঊর্ধ্বমুখী প্রবণতা লক্ষ করা গেছে। আন্তর্জাতিক গণমাধ্যমের খবরে বলা হয়, ঘটনার পরপরই উদ্ধারকারী দল তৎপরতা শুরু করে। কর্তৃপক্ষ জানিয়েছে, ক্ষয়ক্ষতির পরিমাণ নিরূপণের কাজ চলছে। প্রত্যক্ষদর্শীরা জানান, মুহূর্তের মধ্যে চারদিকে আতঙ্ক ছড়িয়ে পড়ে। পরিস্থিতি সার্বক্ষণিক পর্যবেক্ষণে রাখা হয়েছে বলে সংশ্লিষ্ট সূত্রে জানা গেছে। — [989, 97, 1168, 567]
article-body: অনুষ্ঠানে বক্তারা বলেন, দীর্ঘদিনের সংকট থেকে উত্তরণে সমন্বিত উদ্যোগ প্রয়োজন। এ বিষয়ে জানতে চাইলে সংশ্লিষ্টরা বলেন, অভিযোগের সত্যতা যাচাই করে দ্রুত পদক্ষেপ নেওয়া হবে। স্থানীয় বাসিন্দারা জানান, দীর্ঘদিন ধরেই এমন পরিস্থিতি চলে আসছে। ভুক্তভোগীদের অভিযোগ আমলে নিয়ে ইতোমধ্যে তদন্ত শুরু হয়েছে। কারও বিরুদ্ধে সুনির্দিষ্ট অভিযোগ প্রমাণিত হলে ছাড় দেওয়া হবে না বলেও জানানো হয়। বাজারসংশ্লিষ্টরা বলছেন, টানা দরপতনের পর সূচক ঘুরে দাঁড়ানোয় বিনিয়োগকারীদের মধ্যে কিছুটা স্বস্তি ফিরেছে। তালিকাভুক্ত কোম্পানিগুলোর আর্থিক প্রতিবেদন নিবিড়ভাবে পর্যালোচনা করা হচ্ছে। নিয়ন্ত্রক সংস্থার পক্ষ থেকে জানানো হয়েছে, কারসাজির সঙ্গে জড়িতদের বিরুদ্ধে কঠোর ব্যবস্থা নেওয়া হবে। সুশাসন নিশ্চিত করা গেলে সাধারণ বিনিয়োগকারীরা আবারও আস্থা ফিরে পাবেন বলে মনে করছেন বিশ্লেষকরা। আন্তর্জাতিক গণমাধ্যমের খবরে বলা হয়, ঘটনার পরপরই উদ্ধারকারী দল তৎপরতা শুরু করে। কর্তৃপক্ষ জানিয়েছে, ক্ষয়ক্ষতির পরিমাণ নিরূপণের কাজ চলছে। প্রত্যক্ষদর্শীরা জানান, মুহূর্তের মধ্যে চারদিকে আতঙ্ক ছড়িয়ে পড়ে। পরিস্থিতি সার্বক্ষণিক পর্যবেক্ষণে রাখা হয়েছে বলে সংশ্লিষ্ট সূত্রে জানা গেছে। — [415, 892, 594, 1188]
article-body: সপ্তাহের তৃতীয় কার্যদিবসে ডিএসইর প্রধান সূচক ঊর্ধ্বমুখী ধারায় লেনদেন শেষ করেছে। এদিন লেনদেন হওয়া প্রতিষ্ঠানগুলোর মধ্যে ১৯৮টির দর বেড়েছে, কমেছে ১৪৬টির এবং অপরিবর্তিত ছিল ৫২টির দর। মোট লেনদেন হয়েছে ৪৬৮ কোটি টাকার শেয়ার, যা আগের কার্যদিবসের তুলনায় বেশি। প্রধান সূচক ডিএসইএক্স ৩২ পয়েন্ট বেড়ে দাঁড়িয়েছে ৫ হাজার ২৫৭ পয়েন্টে। ডিএস৩০ ও শরিয়াহ সূচকেও ঊর্ধ্বমুখী প্রবণতা লক্ষ করা গেছে। — [415, 134, 594, 245]
article-continuation — [990, 96, 1169, 567]
article — [798, 291, 977, 647]
article-headline: জাতীয় শহিদ সেনা দিবসে প্রধান — [420, 1207, 589, 1223]
article-headline: ক্ষমতায় গেলে সব হত্যাকাণ্ডের বদলা — [64, 1164, 178, 1202]
article — [990, 576, 1169, 830]
article-headline: বিএনসিসি ভাইস — [651, 776, 741, 792]
article-body: রাজধানীসহ সারা দেশে ছিনতাই-ডাকাতি প্রতিরোধে যৌথ বাহিনীর অভিযান জোরদার করা হয়েছে। সংশ্লিষ্ট কর্মকর্তারা জানান, পরিস্থিতি স্বাভাবিক রাখতে প্রশাসনের পক্ষ থেকে সব ধরনের প্রস্তুতি নেওয়া হয়েছে। আইনশৃঙ্খলা রক্ষাকারী বাহিনীর সদস্যরা ঘটনাস্থলে অবস্থান করছেন। জড়িতদের শনাক্ত করে আইনের আওতায় আনার কাজ চলছে বলে জানিয়েছেন দায়িত্বপ্রাপ্ত কর্মকর্তা। ঘটনা তদন্তে একটি কমিটি গঠন করা হয়েছে এবং প্রতিবেদন পাওয়ার পর ব্যবস্থা নেওয়া হবে। এ বিষয়ে জানতে চাইলে সংশ্লিষ্টরা বলেন, অভিযোগের সত্যতা যাচাই করে দ্রুত পদক্ষেপ নেওয়া হবে। স্থানীয় বাসিন্দারা জানান, দীর্ঘদিন ধরেই এমন পরিস্থিতি চলে আসছে। ভুক্তভোগীদের অভিযোগ আমলে নিয়ে ইতোমধ্যে তদন্ত শুরু হয়েছে। কারও বিরুদ্ধে সুনির্দিষ্ট অভিযোগ প্রমাণিত হলে ছাড় দেওয়া হবে না বলেও জানানো হয়। সংশ্লিষ্ট কর্মকর্তারা জানান, পরিস্থিতি স্বাভাবিক রাখতে প্রশাসনের পক্ষ থেকে সব ধরনের প্রস্তুতি নেওয়া হয়েছে। আইনশৃঙ্খলা রক্ষাকারী বাহিনীর সদস্যরা ঘটনাস্থলে অবস্থান করছেন। জড়িতদের শনাক্ত করে আইনের আওতায় আনার কাজ চলছে বলে জানিয়েছেন দায়িত্বপ্রাপ্ত কর্মকর্তা। ঘটনা তদন্তে একটি কমিটি গঠন করা হয়েছে এবং প্রতিবেদন পাওয়ার পর ব্যবস্থা নেওয়া হবে। — [223, 134, 402, 443]
article-body: ভোটারকে ঘুষি মারার ঘটনায় দোষী সাব্যস্ত ব্রিটিশ এমপির সাজা ঘোষণা করেছেন আদালত। আন্তর্জাতিক গণমাধ্যমের খবরে বলা হয়, ঘটনার পরপরই উদ্ধারকারী দল তৎপরতা শুরু করে। কর্তৃপক্ষ জানিয়েছে, ক্ষয়ক্ষতির পরিমাণ নিরূপণের কাজ চলছে। প্রত্যক্ষদর্শীরা জানান, মুহূর্তের মধ্যে চারদিকে আতঙ্ক ছড়িয়ে পড়ে। পরিস্থিতি সার্বক্ষণিক পর্যবেক্ষণে রাখা হয়েছে বলে সংশ্লিষ্ট সূত্রে জানা গেছে। এ বিষয়ে জানতে চাইলে সংশ্লিষ্টরা বলেন, অভিযোগের সত্যতা যাচাই করে দ্রুত পদক্ষেপ নেওয়া হবে। স্থানীয় বাসিন্দারা জানান, দীর্ঘদিন ধরেই এমন পরিস্থিতি চলে আসছে। ভুক্তভোগীদের অভিযোগ আমলে নিয়ে ইতোমধ্যে তদন্ত শুরু হয়েছে। কারও বিরুদ্ধে সুনির্দিষ্ট অভিযোগ প্রমাণিত হলে ছাড় দেওয়া হবে না বলেও জানানো হয়। আন্তর্জাতিক গণমাধ্যমের খবরে বলা হয়, ঘটনার পরপরই উদ্ধারকারী দল তৎপরতা শুরু করে। কর্তৃপক্ষ জানিয়েছে, ক্ষয়ক্ষতির পরিমাণ নিরূপণের কাজ চলছে। প্রত্যক্ষদর্শীরা জানান, মুহূর্তের মধ্যে চারদিকে আতঙ্ক ছড়িয়ে পড়ে। পরিস্থিতি সার্বক্ষণিক পর্যবেক্ষণে রাখা হয়েছে বলে সংশ্লিষ্ট সূত্রে জানা গেছে। সংশ্লিষ্ট কর্মকর্তারা জানান, পরিস্থিতি স্বাভাবিক রাখতে প্রশাসনের পক্ষ থেকে সব ধরনের প্রস্তুতি নেওয়া হয়েছে। আইনশৃঙ্খলা রক্ষাকারী বাহিনীর সদস্যরা ঘটনাস্থলে অবস্থান করছেন। জড়িতদের শনাক্ত করে আইনের আওতায় আনার কাজ চলছে বলে জানিয়েছেন দায়িত্বপ্রাপ্ত কর্মকর্তা। ঘটনা তদন্তে একটি কমিটি গঠন করা হয়েছে এবং প্রতিবেদন পাওয়ার পর ব্যবস্থা নেওয়া হবে। — [798, 1013, 977, 1371]
article — [224, 97, 403, 444]
article-kicker: শেষ পৃষ্ঠার পর — [96, 844, 147, 855]
article — [990, 840, 1169, 1312]
article-kicker: শেষ পৃষ্ঠার পর — [862, 708, 913, 719]
article-kicker: ডেস্ক রিপোর্ট — [1056, 628, 1101, 639]
article-headline: ইউনিয়ন ক্যাপিটালের — [255, 906, 370, 922]
article-headline: শহিদ সেনা দিবসে — [649, 1221, 743, 1237]
article-kicker: শেষ পৃষ্ঠার পর — [479, 606, 530, 617]
article-kicker: শেষ পৃষ্ঠার পর — [96, 140, 147, 151]
article-body: জাতীয় শহিদ সেনা দিবস উপলক্ষে রাষ্ট্রীয় মর্যাদায় শ্রদ্ধা নিবেদন করা হয়। সংশ্লিষ্ট কর্মকর্তারা জানান, পরিস্থিতি স্বাভাবিক রাখতে প্রশাসনের পক্ষ থেকে সব ধরনের প্রস্তুতি নেওয়া হয়েছে। আইনশৃঙ্খলা রক্ষাকারী বাহিনীর সদস্যরা ঘটনাস্থলে অবস্থান করছেন। জড়িতদের শনাক্ত করে আইনের আওতায় আনার কাজ চলছে বলে জানিয়েছেন দায়িত্বপ্রাপ্ত কর্মকর্তা। ঘটনা তদন্তে একটি কমিটি গঠন করা হয়েছে এবং প্রতিবেদন পাওয়ার পর ব্যবস্থা নেওয়া হবে। — [415, 1244, 594, 1367]
article-headline: ছিনতাই-ডাকাতির — [265, 97, 360, 112]
article-body: এ বিষয়ে জানতে চাইলে সংশ্লিষ্টরা বলেন, অভিযোগের সত্যতা যাচাই করে দ্রুত পদক্ষেপ নেওয়া হবে। স্থানীয় বাসিন্দারা জানান, দীর্ঘদিন ধরেই এমন পরিস্থিতি চলে আসছে। ভুক্তভোগীদের অভিযোগ আমলে নিয়ে ইতোমধ্যে তদন্ত শুরু হয়েছে। কারও বিরুদ্ধে সুনির্দিষ্ট অভিযোগ প্রমাণিত হলে ছাড় দেওয়া হবে না বলেও জানানো হয়। সংশ্লিষ্ট কর্মকর্তারা জানান, পরিস্থিতি স্বাভাবিক রাখতে প্রশাসনের পক্ষ থেকে সব ধরনের প্রস্তুতি নেওয়া হয়েছে। আইনশৃঙ্খলা রক্ষাকারী বাহিনীর সদস্যরা ঘটনাস্থলে অবস্থান করছেন। জড়িতদের শনাক্ত করে আইনের আওতায় আনার কাজ চলছে বলে জানিয়েছেন দায়িত্বপ্রাপ্ত কর্মকর্তা। ঘটনা তদন্তে একটি কমিটি গঠন করা হয়েছে এবং প্রতিবেদন পাওয়ার পর ব্যবস্থা নেওয়া হবে। বাজারসংশ্লিষ্টরা বলছেন, টানা দরপতনের পর সূচক ঘুরে দাঁড়ানোয় বিনিয়োগকারীদের মধ্যে কিছুটা স্বস্তি ফিরেছে। তালিকাভুক্ত কোম্পানিগুলোর আর্থিক প্রতিবেদন নিবিড়ভাবে পর্যালোচনা করা হচ্ছে। নিয়ন্ত্রক সংস্থার পক্ষ থেকে জানানো হয়েছে, কারসাজির সঙ্গে জড়িতদের বিরুদ্ধে কঠোর ব্যবস্থা নেওয়া হবে। সুশাসন নিশ্চিত করা গেলে সাধারণ বিনিয়োগকারীরা আবারও আস্থা ফিরে পাবেন বলে মনে করছেন বিশ্লেষকরা। আন্তর্জাতিক গণমাধ্যমের খবরে বলা হয়, ঘটনার পরপরই উদ্ধারকারী দল তৎপরতা শুরু করে। কর্তৃপক্ষ জানিয়েছে, ক্ষয়ক্ষতির পরিমাণ নিরূপণের কাজ চলছে। প্রত্যক্ষদর্শীরা জানান, মুহূর্তের মধ্যে চারদিকে আতঙ্ক ছড়িয়ে পড়ে। পরিস্থিতি সার্বক্ষণিক পর্যবেক্ষণে রাখা হয়েছে বলে সংশ্লিষ্ট সূত্রে জানা গেছে। — [606, 97, 785, 467]
article — [415, 97, 594, 246]
article — [798, 944, 977, 1372]
